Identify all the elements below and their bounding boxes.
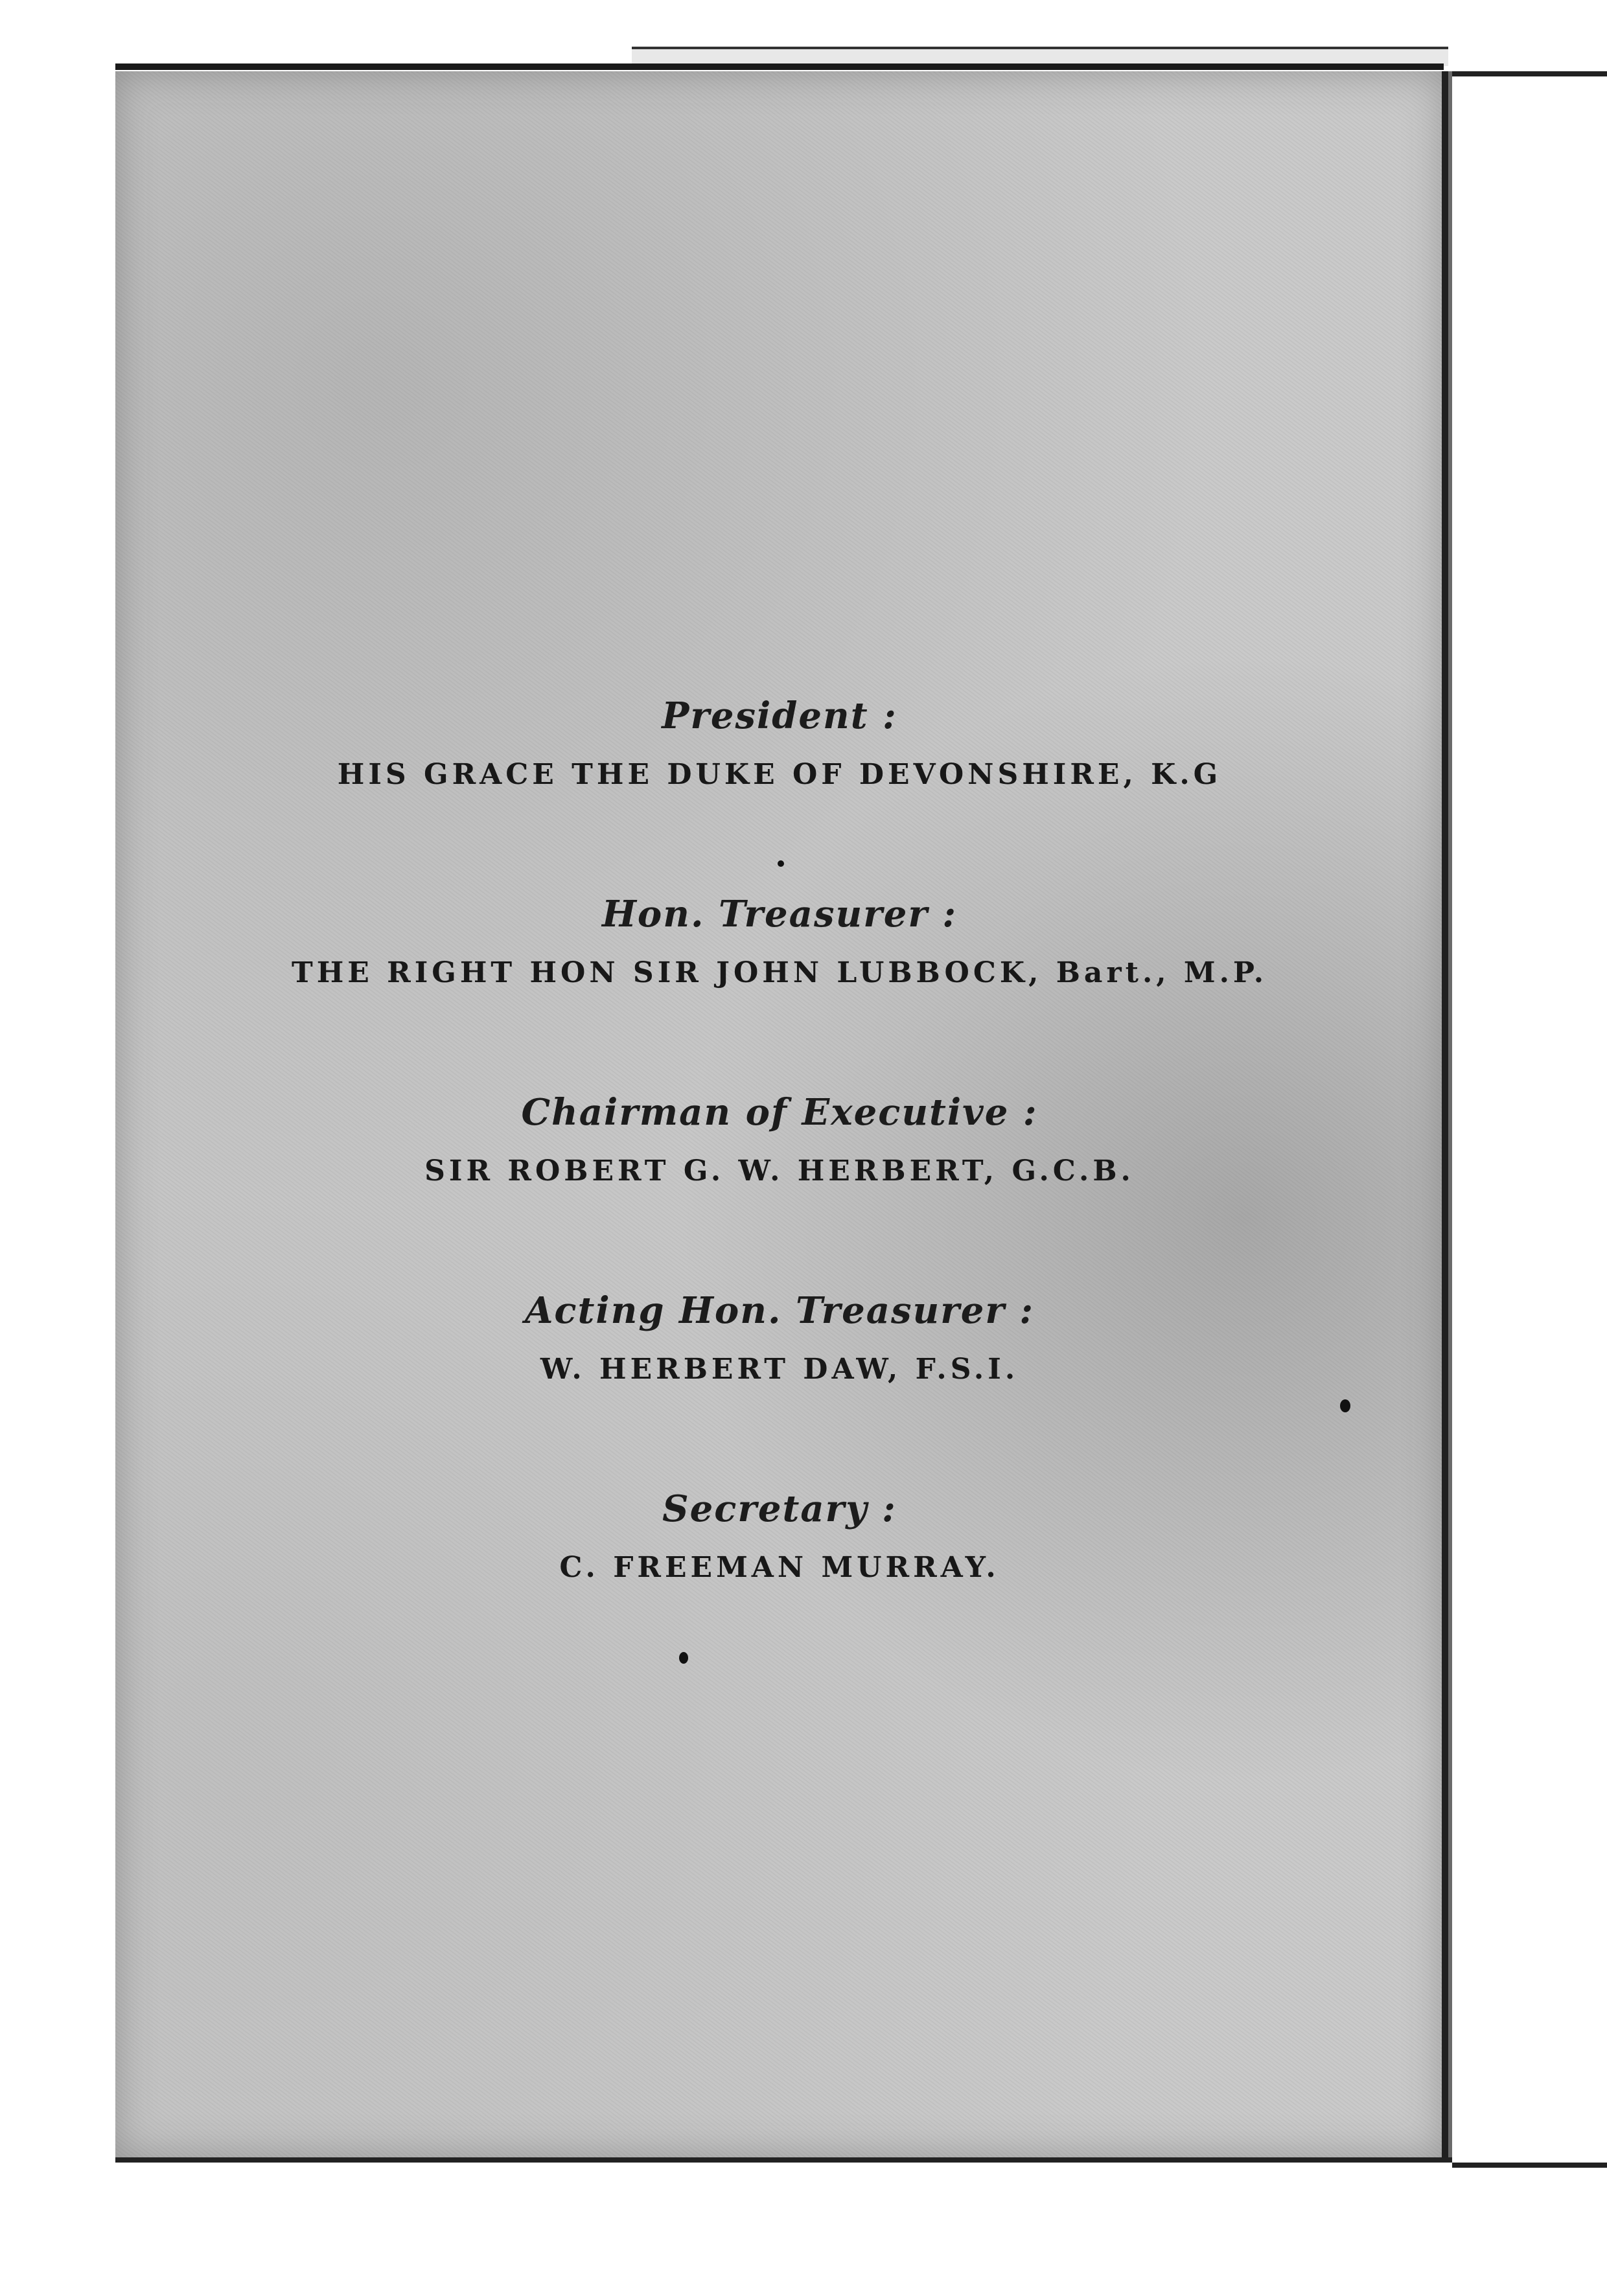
officer-acting-treasurer [115,1288,1444,1389]
officer-name: SIR ROBERT G. W. HERBERT, G.C.B. [424,1154,1135,1188]
officer-role: Chairman of Executive : [521,1091,1038,1134]
ink-speck [1340,1399,1350,1412]
page-top-border [115,63,1444,70]
officer-president [115,693,1444,794]
officer-hon-treasurer [115,891,1444,993]
officer-name: W. HERBERT DAW, F.S.I. [540,1353,1019,1386]
officer-name: THE RIGHT HON SIR JOHN LUBBOCK, Bart., M.P. [291,956,1268,989]
officer-role: Acting Hon. Treasurer : [524,1289,1035,1332]
officer-name: C. FREEMAN MURRAY. [559,1551,1000,1584]
officer-secretary [115,1486,1444,1587]
officer-role: Hon. Treasurer : [601,893,958,936]
officer-role: President : [662,695,897,737]
officer-name: HIS GRACE THE DUKE OF DEVONSHIRE, K.G [337,758,1222,791]
officer-chairman [115,1090,1444,1191]
officer-role: Secretary : [662,1487,897,1530]
ink-speck [778,860,784,867]
facing-page [1452,71,1607,2168]
page-bottom-border [115,2157,1452,2163]
ink-speck [679,1652,688,1664]
officers-list [115,71,1444,2157]
